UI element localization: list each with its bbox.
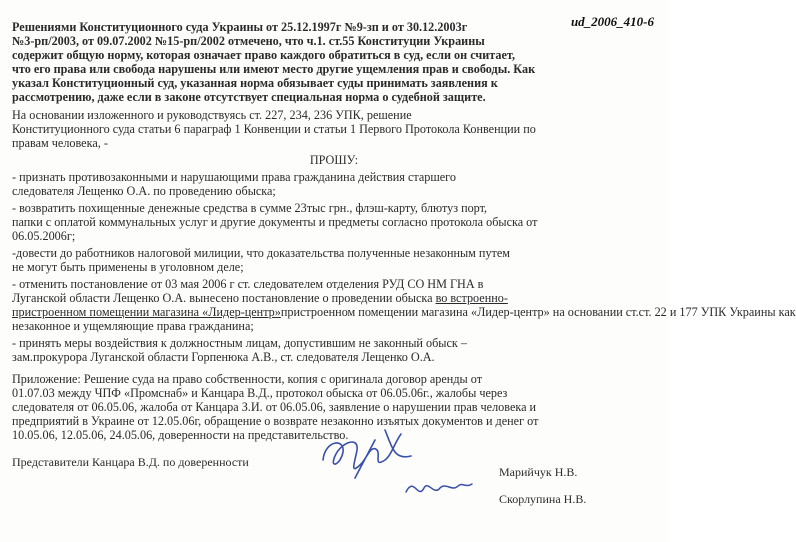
handwritten-signature-2 [400,470,480,510]
intro-line: содержит общую норму, которая означает право каждого обратиться в суд, если он считает, [12,48,516,62]
request-line: - возвратить похищенные денежные средства в сумме 23тыс грн., флэш-карту, блютуз порт, [12,201,488,215]
basis-line: правам человека, - [12,136,108,150]
request-heading: ПРОШУ: [309,153,359,167]
appendix-line: предприятий в Украине от 12.05.06г, обращение о возврате незаконно изъятых документов и денег от [12,414,539,428]
request-line: - принять меры воздействия к должностным лицам, допустившим не законный обыск – [12,336,467,350]
appendix-line: Приложение: Решение суда на право собственности, копия с оригинала договор аренды от [12,372,483,386]
request-line: - признать противозаконными и нарушающими права гражданина действия старшего [12,170,456,184]
intro-line: что его права или свобода нарушены или имеют место другие ущемления прав и свободы. Как [12,62,536,76]
intro-line: №3-рп/2003, от 09.07.2002 №15-рп/2002 отмечено, что ч.1. ст.55 Конституции Украины [12,34,485,48]
request-line: -довести до работников налоговой милиции, что доказательства полученные незаконным путем [12,246,510,260]
document-id: ud_2006_410-6 [570,14,654,29]
request-line: не могут быть применены в уголовном деле; [12,260,244,274]
appendix-line: 01.07.03 между ЧПФ «Промснаб» и Канцара В.Д., протокол обыска от 06.05.06г., жалобы через [12,386,508,400]
request-line: Луганской области Лещенко О.А. вынесено постановление о проведении обыска во встроенно- [12,291,508,305]
basis-line: На основании изложенного и руководствуясь ст. 227, 234, 236 УПК, решение [12,108,412,122]
signatory-name: Скорлупина Н.В. [499,492,587,506]
appendix-line: 10.05.06, 12.05.06, 24.05.06, доверенности на представительство. [12,428,349,442]
request-line: незаконное и ущемляющие права гражданина; [12,319,254,333]
request-line: следователя Лещенко О.А. по проведению обыска; [12,184,276,198]
request-line: 06.05.2006г; [12,229,76,243]
signatory-name: Марийчук Н.В. [499,465,578,479]
request-line: зам.прокурора Луганской области Горпенюка А.В., ст. следователя Лещенко О.А. [12,350,435,364]
signature-label: Представители Канцара В.Д. по доверенности [12,455,249,469]
request-line: пристроенном помещении магазина «Лидер-центр»пристроенном помещении магазина «Лидер-центр» на основании ст.ст. 22 и 177 УПК Украины как [12,305,796,319]
request-line: - отменить постановление от 03 мая 2006 г ст. следователем отделения РУД СО НМ ГНА в [12,277,484,291]
underlined-fragment: пристроенном помещении магазина «Лидер-центр» [12,305,281,319]
appendix-line: следователя от 06.05.06, жалоба от Канцара З.И. от 06.05.06, заявление о нарушении прав человека и [12,400,537,414]
intro-line: указал Конституционный суд, указанная норма обязывает суды принимать заявления к [12,76,498,90]
intro-line: Решениями Конституционного суда Украины от 25.12.1997г №9-зп и от 30.12.2003г [12,20,468,34]
request-line: папки с оплатой коммунальных услуг и другие документы и предметы согласно протокола обыска от [12,215,538,229]
underlined-fragment: во встроенно- [435,291,508,305]
basis-line: Конституционного суда статьи 6 параграф 1 Конвенции и статьи 1 Первого Протокола Конвенции по [12,122,536,136]
intro-line: рассмотрению, даже если в законе отсутствует специальная норма о судебной защите. [12,90,486,104]
